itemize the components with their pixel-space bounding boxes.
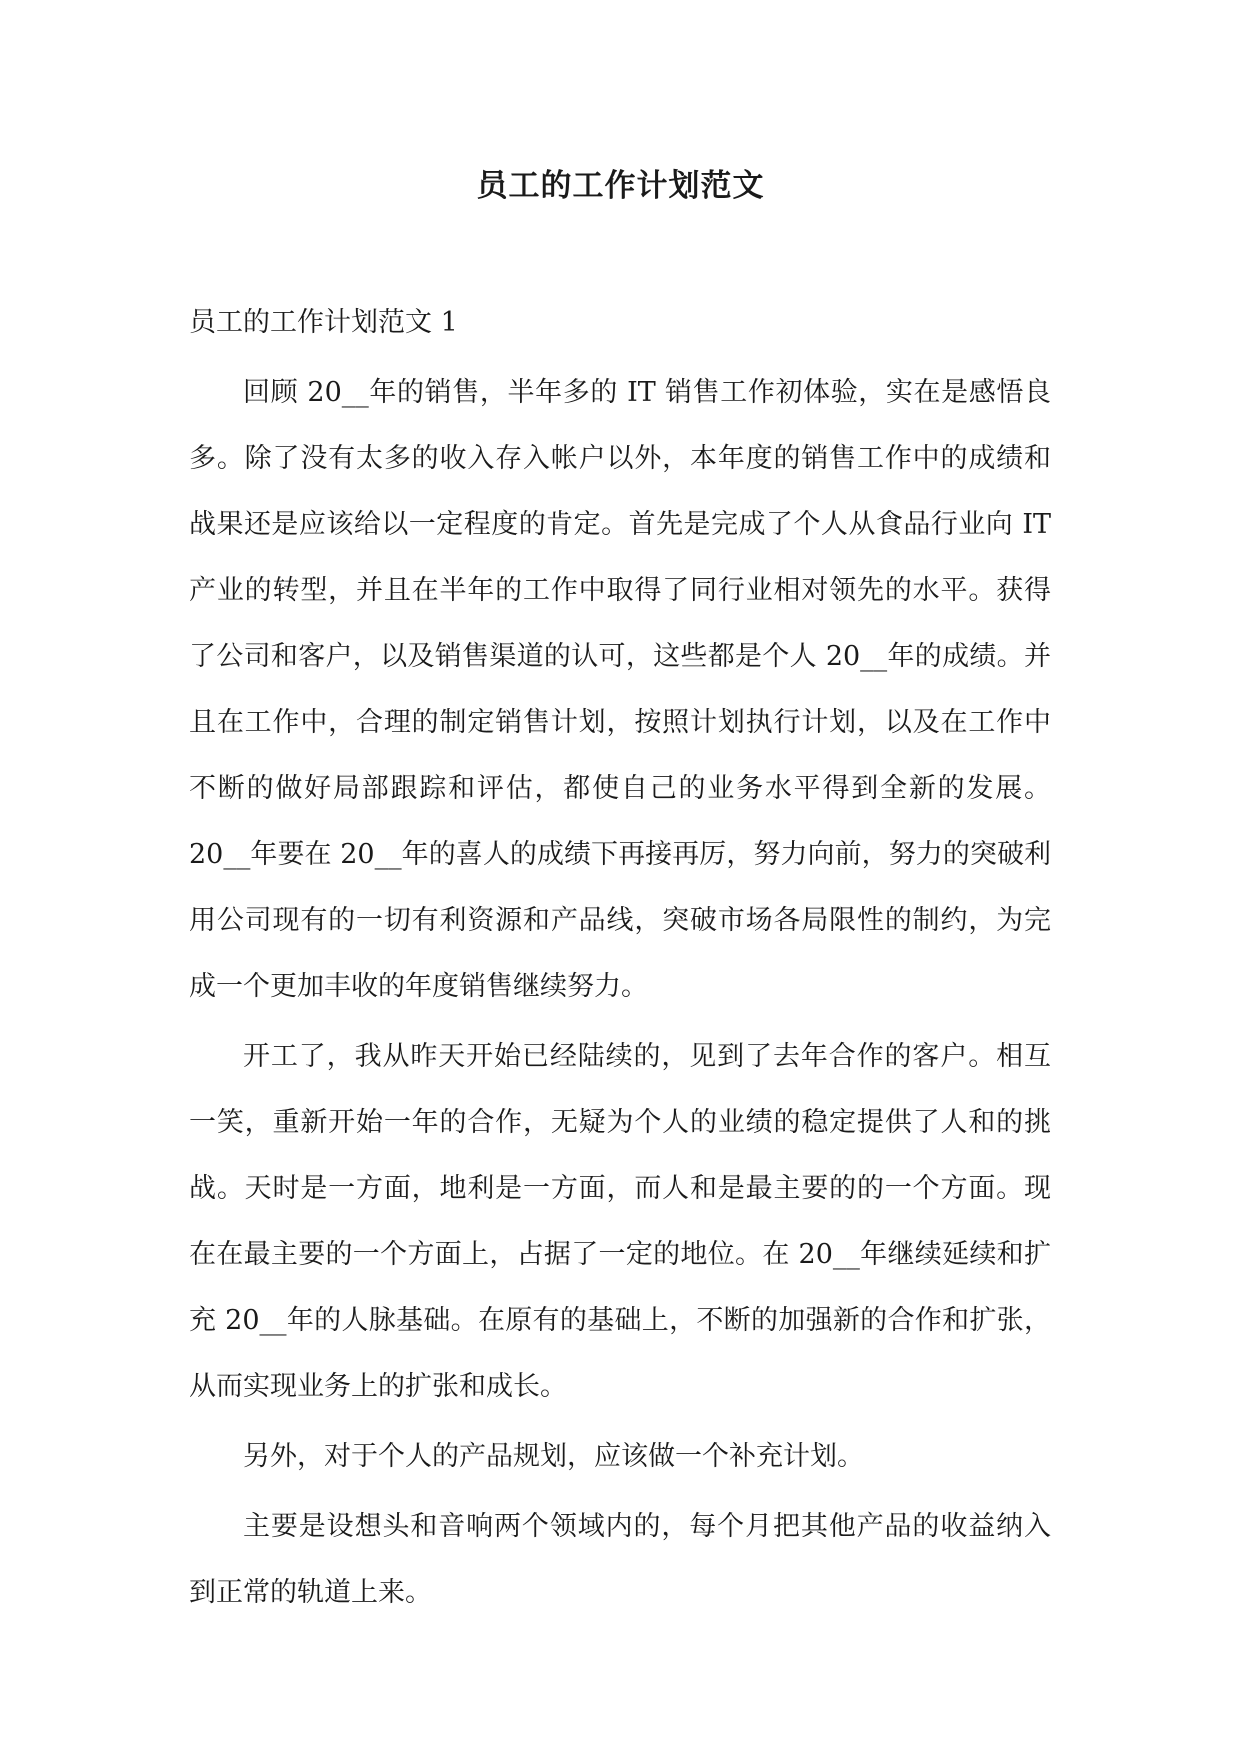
section-heading: 员工的工作计划范文 1 bbox=[189, 307, 458, 338]
paragraph-3: 另外，对于个人的产品规划，应该做一个补充计划。 bbox=[243, 1441, 864, 1472]
document-body bbox=[189, 290, 1051, 1630]
paragraph-1: 回顾 20__年的销售，半年多的 IT 销售工作初体验，实在是感悟良多。除了没有太多的收入存入帐户以外，本年度的销售工作中的成绩和战果还是应该给以一定程度的肯定。首先是完成了个人从食品行业向 IT 产业的转型，并且在半年的工作中取得了同行业相对领先的水平。获得了公司和客户，以及销售渠道的认可，这些都是个人 20__年的成绩。并且在工作中，合理的制定销售计划，按照计划执行计划，以及在工作中不断的做好局部跟踪和评估，都使自己的业务水平得到全新的发展。20__年要在 20__年的喜人的成绩下再接再厉，努力向前，努力的突破利用公司现有的一切有利资源和产品线，突破市场各局限性的制约，为完成一个更加丰收的年度销售继续努力。 bbox=[189, 377, 1051, 1002]
document-title: 员工的工作计划范文 bbox=[476, 168, 765, 204]
paragraph-2: 开工了，我从昨天开始已经陆续的，见到了去年合作的客户。相互一笑，重新开始一年的合作，无疑为个人的业绩的稳定提供了人和的挑战。天时是一方面，地利是一方面，而人和是最主要的的一个方面。现在在最主要的一个方面上，占据了一定的地位。在 20__年继续延续和扩充 20__年的人脉基础。在原有的基础上，不断的加强新的合作和扩张，从而实现业务上的扩张和成长。 bbox=[189, 1041, 1051, 1402]
paragraph-4: 主要是设想头和音响两个领域内的，每个月把其他产品的收益纳入到正常的轨道上来。 bbox=[189, 1511, 1051, 1608]
